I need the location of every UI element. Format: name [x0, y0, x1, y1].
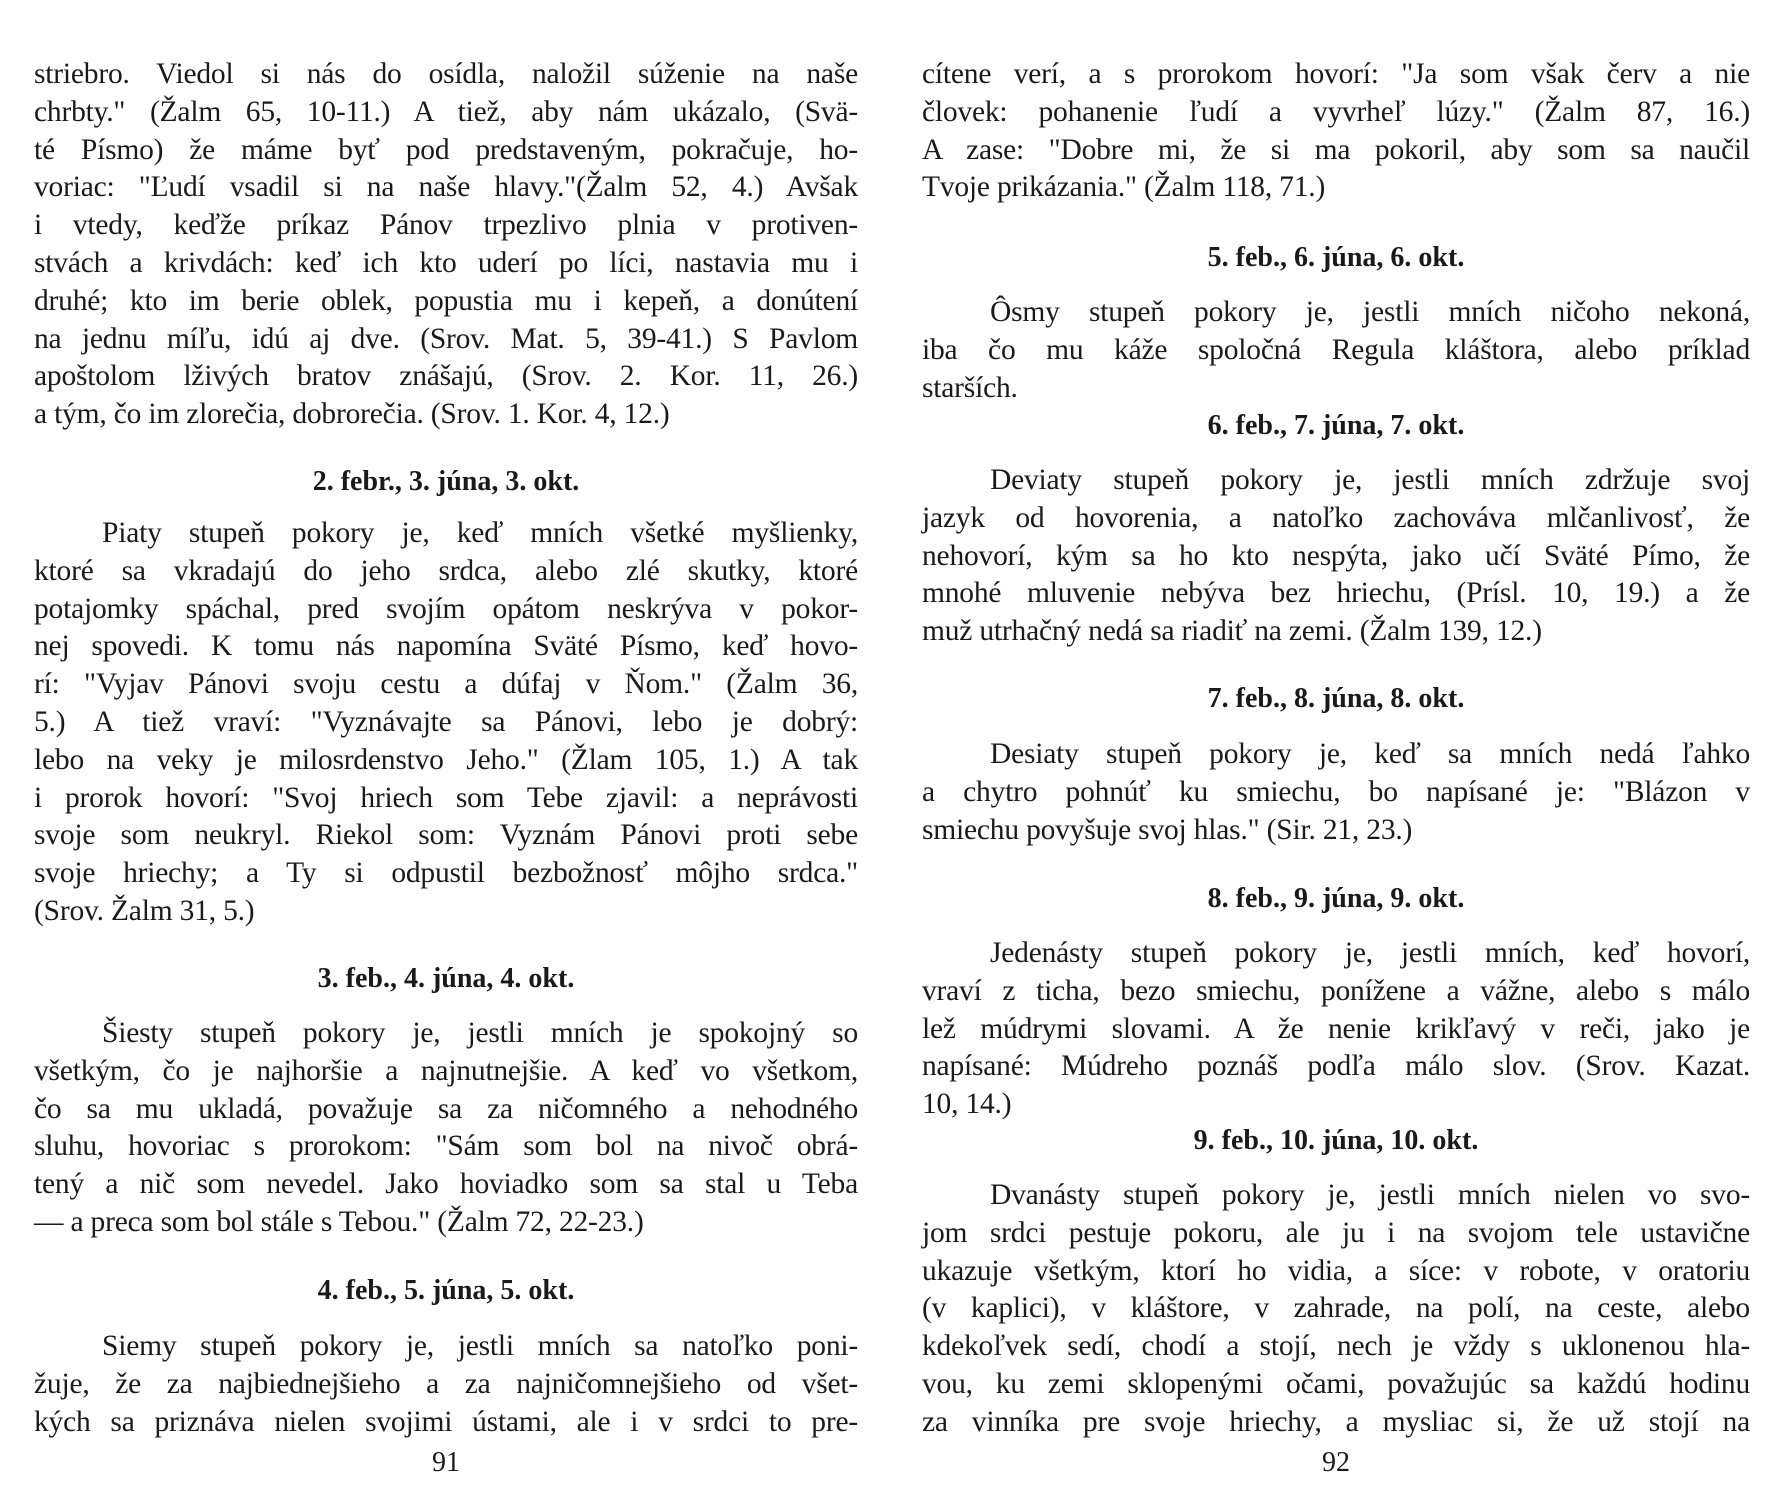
paragraph-line: a tým, čo im zlorečia, dobrorečia. (Srov. 1. Kor. 4, 12.) — [34, 398, 670, 431]
paragraph-line: za vinníka pre svoje hriechy, a mysliac si, že už stojí na — [922, 1405, 1750, 1438]
paragraph-line: človek: pohanenie ľudí a vyvrheľ lúzy." (Žalm 87, 16.) — [922, 95, 1750, 128]
paragraph-line: kých sa priznáva nielen svojimi ústami, ale i v srdci to pre- — [34, 1405, 858, 1438]
paragraph-line: muž utrhačný nedá sa riadiť na zemi. (Žalm 139, 12.) — [922, 615, 1542, 648]
paragraph-line: lež múdrymi slovami. A že nenie krikľavý v reči, jako je — [922, 1012, 1750, 1045]
paragraph-line: kdekoľvek sedí, chodí a stojí, nech je vždy s uklonenou hla- — [922, 1330, 1750, 1363]
paragraph-line: smiechu povyšuje svoj hlas." (Sir. 21, 23.) — [922, 813, 1413, 846]
section-date-heading: 8. feb., 9. júna, 9. okt. — [1207, 883, 1465, 914]
paragraph-line: svoje som neukryl. Riekol som: Vyznám Pánovi proti sebe — [34, 819, 858, 852]
paragraph-line: vou, ku zemi sklopenými očami, považujúc sa každú hodinu — [922, 1368, 1750, 1400]
paragraph-line: nehovorí, kým sa ho kto nespýta, jako učí Sväté Pímo, že — [922, 539, 1750, 572]
paragraph-line: Piaty stupeň pokory je, keď mních všetké myšlienky, — [102, 517, 858, 549]
paragraph-line: Deviaty stupeň pokory je, jestli mních zdržuje svoj — [990, 464, 1750, 496]
paragraph-line: striebro. Viedol si nás do osídla, naložil súženie na naše — [34, 58, 858, 90]
section-date-heading: 9. feb., 10. júna, 10. okt. — [1193, 1125, 1479, 1156]
page-number: 91 — [432, 1447, 460, 1478]
paragraph-line: (v kaplici), v kláštore, v zahrade, na polí, na ceste, alebo — [922, 1292, 1750, 1325]
paragraph-line: 10, 14.) — [922, 1088, 1012, 1121]
section-date-heading: 3. feb., 4. júna, 4. okt. — [317, 963, 575, 994]
paragraph-line: cítene verí, a s prorokom hovorí: "Ja som však červ a nie — [922, 58, 1750, 90]
paragraph-line: vraví z ticha, bezo smiechu, ponížene a vážne, alebo s málo — [922, 974, 1750, 1007]
paragraph-line: druhé; kto im berie oblek, popustia mu i kepeň, a donútení — [34, 284, 858, 317]
paragraph-line: na jednu míľu, idú aj dve. (Srov. Mat. 5, 39-41.) S Pavlom — [34, 322, 858, 355]
section-date-heading: 7. feb., 8. júna, 8. okt. — [1207, 683, 1465, 714]
paragraph-line: A zase: "Dobre mi, že si ma pokoril, aby som sa naučil — [922, 133, 1750, 166]
paragraph-line: Jedenásty stupeň pokory je, jestli mních, keď hovorí, — [990, 937, 1750, 969]
paragraph-line: ukazuje všetkým, ktorí ho vidia, a síce: v robote, v oratoriu — [922, 1254, 1750, 1287]
paragraph-line: Desiaty stupeň pokory je, keď sa mních nedá ľahko — [990, 738, 1750, 770]
paragraph-line: mnohé mluvenie nebýva bez hriechu, (Prísl. 10, 19.) a že — [922, 577, 1750, 610]
paragraph-line: jazyk od hovorenia, a natoľko zachováva mlčanlivosť, že — [922, 501, 1750, 534]
paragraph-line: i prorok hovorí: "Svoj hriech som Tebe zjavil: a neprávosti — [34, 781, 858, 814]
paragraph-line: voriac: "Ľudí vsadil si na naše hlavy."(Žalm 52, 4.) Avšak — [34, 171, 858, 204]
paragraph-line: tený a nič som nevedel. Jako hoviadko som sa stal u Teba — [34, 1168, 858, 1201]
paragraph-line: té Písmo) že máme byť pod predstaveným, pokračuje, ho- — [34, 133, 858, 166]
paragraph-line: jom srdci pestuje pokoru, ale ju i na svojom tele ustavične — [922, 1216, 1750, 1249]
section-date-heading: 6. feb., 7. júna, 7. okt. — [1207, 410, 1465, 441]
paragraph-line: — a preca som bol stále s Tebou." (Žalm 72, 22-23.) — [34, 1206, 644, 1238]
paragraph-line: žuje, že za najbiednejšieho a za najničomnejšieho od všet- — [34, 1367, 858, 1400]
paragraph-line: Tvoje prikázania." (Žalm 118, 71.) — [922, 171, 1326, 204]
paragraph-line: čo sa mu ukladá, považuje sa za ničomného a nehodného — [34, 1092, 858, 1125]
paragraph-line: Ôsmy stupeň pokory je, jestli mních ničoho nekoná, — [990, 296, 1750, 328]
paragraph-line: rí: "Vyjav Pánovi svoju cestu a dúfaj v Ňom." (Žalm 36, — [34, 668, 858, 701]
section-date-heading: 5. feb., 6. júna, 6. okt. — [1207, 242, 1465, 273]
paragraph-line: iba čo mu káže spoločná Regula kláštora, alebo príklad — [922, 333, 1750, 366]
paragraph-line: sluhu, hovoriac s prorokom: "Sám som bol na nivoč obrá- — [34, 1130, 858, 1163]
paragraph-line: svoje hriechy; a Ty si odpustil bezbožnosť môjho srdca." — [34, 857, 858, 890]
right-page-92 — [922, 0, 1750, 1500]
paragraph-line: starších. — [922, 371, 1018, 404]
paragraph-line: a chytro pohnúť ku smiechu, bo napísané je: "Blázon v — [922, 775, 1750, 808]
paragraph-line: 5.) A tiež vraví: "Vyznávajte sa Pánovi, lebo je dobrý: — [34, 706, 858, 738]
paragraph-line: potajomky spáchal, pred svojím opátom neskrýva v pokor- — [34, 592, 858, 625]
left-page-91 — [34, 0, 858, 1500]
section-date-heading: 2. febr., 3. júna, 3. okt. — [312, 466, 580, 497]
page-number: 92 — [1322, 1447, 1350, 1478]
paragraph-line: ktoré sa vkradajú do jeho srdca, alebo zlé skutky, ktoré — [34, 554, 858, 587]
paragraph-line: (Srov. Žalm 31, 5.) — [34, 895, 255, 927]
section-date-heading: 4. feb., 5. júna, 5. okt. — [317, 1275, 575, 1306]
paragraph-line: Dvanásty stupeň pokory je, jestli mních nielen vo svo- — [990, 1179, 1750, 1211]
paragraph-line: i vtedy, keďže príkaz Pánov trpezlivo plnia v protiven- — [34, 209, 858, 242]
paragraph-line: Šiesty stupeň pokory je, jestli mních je spokojný so — [102, 1017, 858, 1049]
paragraph-line: apoštolom lživých bratov znášajú, (Srov. 2. Kor. 11, 26.) — [34, 360, 858, 393]
paragraph-line: napísané: Múdreho poznáš podľa málo slov. (Srov. Kazat. — [922, 1050, 1750, 1083]
paragraph-line: lebo na veky je milosrdenstvo Jeho." (Žlam 105, 1.) A tak — [34, 743, 858, 776]
paragraph-line: chrbty." (Žalm 65, 10-11.) A tiež, aby nám ukázalo, (Svä- — [34, 95, 858, 128]
paragraph-line: všetkým, čo je najhoršie a najnutnejšie. A keď vo všetkom, — [34, 1054, 858, 1087]
paragraph-line: Siemy stupeň pokory je, jestli mních sa natoľko poni- — [102, 1330, 858, 1362]
paragraph-line: nej spovedi. K tomu nás napomína Sväté Písmo, keď hovo- — [34, 630, 858, 663]
paragraph-line: stvách a krivdách: keď ich kto uderí po líci, nastavia mu i — [34, 247, 858, 279]
